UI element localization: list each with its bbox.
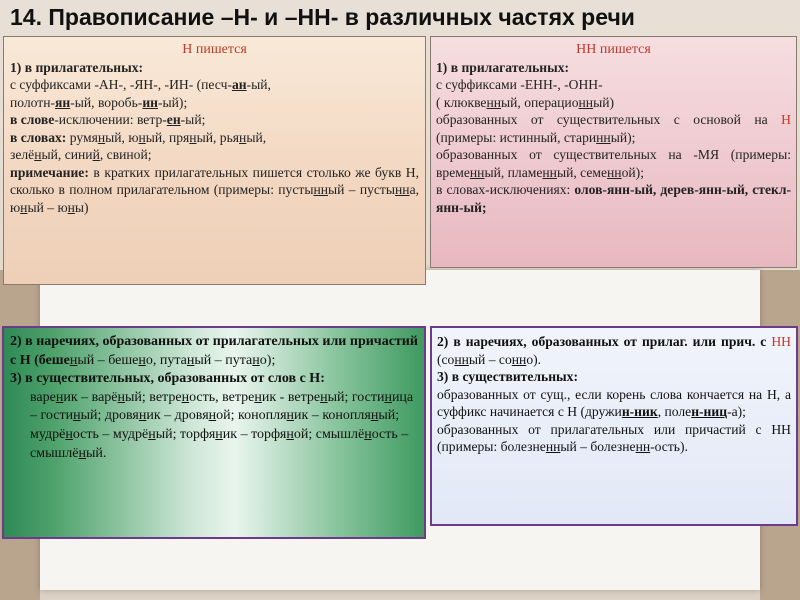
rule-adverbs: 2) в наречиях, образованных от прилагательных или причастий с Н (бешеный – бешено, путаный – путано); [10,334,418,368]
rule-suffixes: с суффиксами -АН-, -ЯН-, -ИН- (песч-ан-ый, [10,77,271,92]
rule-examples: полотн-ян-ый, воробь-ин-ый); [10,94,188,110]
double-n-adverbs-nouns-panel [430,326,798,526]
panel-header: Н пишется [182,42,247,57]
slide-title: 14. Правописание –Н- и –НН- в различных частях речи [10,4,635,30]
rule-adjectives: 1) в прилагательных: [10,59,144,75]
rule-nouns-from-adjectives: образованных от прилагательных или причастий с НН (примеры: болезненный – болезненн-ость). [437,421,791,454]
single-n-adverbs-nouns-panel [2,326,426,539]
panel-header: НН пишется [576,42,651,57]
rule-nouns: 3) в существительных, образованных от слов с Н: [10,371,325,387]
rule-noun-stem-n: образованных от существительных с основой на Н (примеры: истинный, старинный); [436,112,791,145]
rule-noun-mya: образованных от существительных на -МЯ (примеры: временный, пламенный, семенной); [436,147,791,180]
rule-nouns: 3) в существительных: [437,369,578,384]
rule-exceptions: в словах-исключениях: олов-янн-ый, дерев-янн-ый, стекл-янн-ый; [436,182,791,215]
rule-suffixes: с суффиксами -ЕНН-, -ОНН- [436,77,603,92]
rule-exception-word: в слове-исключении: ветр-ен-ый; [10,112,206,127]
rule-exception-words: в словах: румяный, юный, пряный, рьяный, зелёный, синий, свиной; [10,129,267,162]
rule-adjectives: 1) в прилагательных: [436,59,570,75]
rule-examples: ( клюквенный, операционный) [436,94,615,110]
rule-note: примечание: в кратких прилагательных пишется столько же букв Н, сколько в полном прилагательном (примеры: пустынный – пустынна, юный – юны) [10,164,419,215]
rule-nouns-examples: вареник – варёный; ветреность, ветреник - ветреный; гостиница – гостиный; дровяник – дровяной; конопляник – конопляный; мудрёность – мудрёный; торфяник – торфяной; смышлёность – смышлёный. [30,389,414,461]
double-n-rules-panel [430,36,797,268]
rule-nouns-root-n: образованных от сущ., если корень слова кончается на Н, а суффикс начинается с Н (дружин-ник, полен-ниц-а); [437,386,791,419]
rule-adverbs: 2) в наречиях, образованных от прилаг. или прич. с НН (сонный – сонно). [437,334,791,367]
single-n-rules-panel [3,36,426,285]
